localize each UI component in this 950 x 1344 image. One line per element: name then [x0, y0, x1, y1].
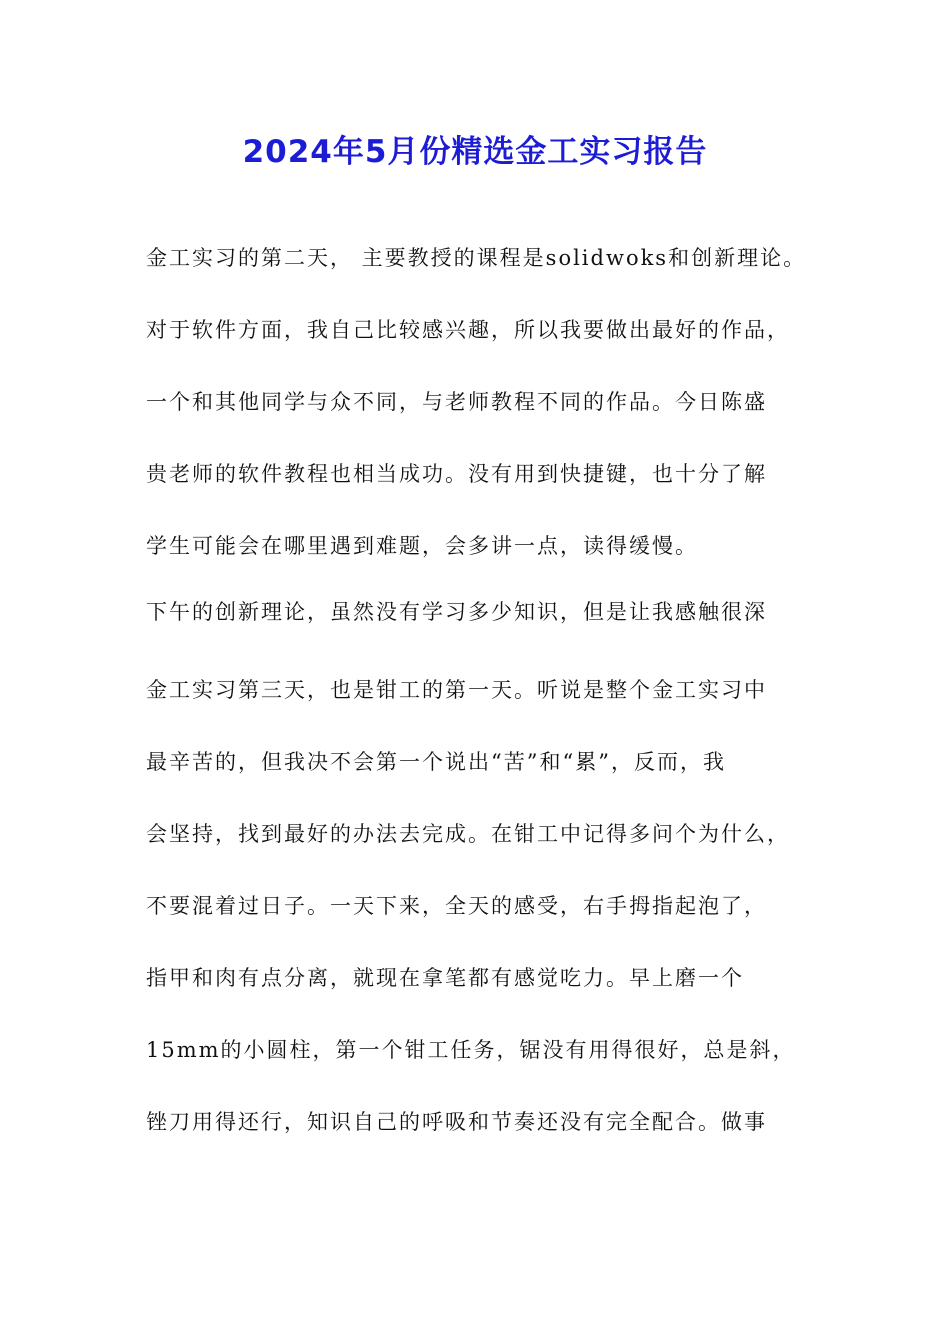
paragraph-line: 下午的创新理论，虽然没有学习多少知识，但是让我感触很深 [146, 600, 767, 624]
paragraph-line: 指甲和肉有点分离，就现在拿笔都有感觉吃力。早上磨一个 [146, 966, 744, 990]
paragraph-line: 会坚持，找到最好的办法去完成。在钳工中记得多问个为什么， [146, 822, 790, 846]
paragraph-line: 锉刀用得还行，知识自己的呼吸和节奏还没有完全配合。做事 [146, 1110, 767, 1134]
paragraph-line: 一个和其他同学与众不同，与老师教程不同的作品。今日陈盛 [146, 390, 767, 414]
paragraph-line: 学生可能会在哪里遇到难题，会多讲一点，读得缓慢。 [146, 534, 698, 558]
paragraph-line: 金工实习第三天，也是钳工的第一天。听说是整个金工实习中 [146, 678, 767, 702]
paragraph-line: 金工实习的第二天， 主要教授的课程是solidwoks和创新理论。 [146, 246, 807, 270]
document-title: 2024年5月份精选金工实习报告 [242, 134, 708, 170]
document-body [146, 236, 836, 1172]
paragraph-line: 不要混着过日子。一天下来，全天的感受，右手拇指起泡了， [146, 894, 767, 918]
paragraph-line: 15mm的小圆柱，第一个钳工任务，锯没有用得很好，总是斜， [146, 1038, 796, 1062]
paragraph-line: 最辛苦的，但我决不会第一个说出“苦”和“累”，反而，我 [146, 750, 726, 774]
paragraph-line: 贵老师的软件教程也相当成功。没有用到快捷键，也十分了解 [146, 462, 767, 486]
paragraph-line: 对于软件方面，我自己比较感兴趣，所以我要做出最好的作品， [146, 318, 790, 342]
